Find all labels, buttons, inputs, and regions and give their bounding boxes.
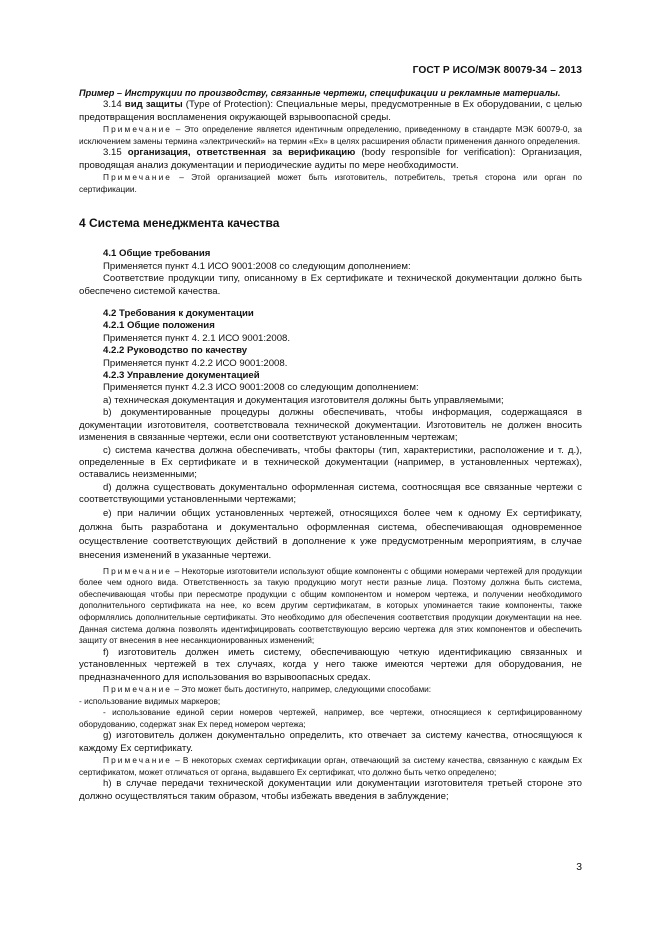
definition-term: организация, ответственная за верификацию xyxy=(127,147,356,159)
subsection-4-2-heading: 4.2 Требования к документации xyxy=(103,308,254,320)
note-text: – Это может быть достигнуто, например, следующими способами: xyxy=(172,683,432,694)
subsection-4-2-3-heading: 4.2.3 Управление документацией xyxy=(103,370,260,382)
note-3-14 xyxy=(79,124,582,147)
definition-text: (body responsible for verification): Организация, проводящая анализ документации и периодические аудиты по мере необходимости. xyxy=(79,147,582,171)
note-text: – Это определение является идентичным определению, приведенному в стандарте МЭК 60079-0, за исключением замены термина «электрический» на термин «Ex» в целях расширения области применения данного определения. xyxy=(79,124,582,146)
list-item-b: b) документированные процедуры должны обеспечивать, чтобы информация, содержащаяся в документации изготовителя, соответствовала технической документации. Изготовитель не должен вносить изменения в связанные чертежи, если они соответствуют установленным чертежам; xyxy=(79,407,582,444)
definition-text: (Type of Protection): Специальные меры, предусмотренные в Ex оборудовании, с целью предотвращения воспламенения окружающей взрывоопасной среды. xyxy=(79,99,583,123)
subsection-4-1-heading: 4.1 Общие требования xyxy=(103,248,211,260)
list-item-d: d) должна существовать документально оформленная система, соотносящая все связанные чертежи с соответствующими установленными чертежами; xyxy=(79,481,582,506)
note-tag: Примечание xyxy=(103,124,173,135)
definition-3-14 xyxy=(79,99,582,124)
paragraph: Применяется пункт 4. 2.1 ИСО 9001:2008. xyxy=(103,332,291,344)
note-item-f xyxy=(79,684,582,696)
note-text: – Некоторые изготовители используют общие компоненты с общими номерами чертежей для продукции более чем одного вида. Ответственность за такую продукцию могут нести разные лица. Поэтому должна быть система, обеспечивающая чтобы при пересмотре продукции с общим компонентом и номером чертежа, и получении необходимого дополнительного сертификата на нее, ко всем другим сертификатам, в которых упоминается такие компоненты, также оформлялись дополнительные сертификаты. Это необходимо для обеспечения соответствия продукции документации на нее. Данная система должна позволять идентифицировать соответствующую версию чертежа для этих компонентов и обеспечить защиту от внесения в нее несанкционированных изменений; xyxy=(79,565,582,646)
list-item-f: f) изготовитель должен иметь систему, обеспечивающую четкую идентификацию связанных и установленных чертежей в тех случаях, когда у него также имеются чертежи для оборудования, не предназначенного для использования во взрывоопасных средах. xyxy=(79,646,582,683)
note-tag: Примечание xyxy=(103,755,173,766)
definition-number: 3.14 xyxy=(103,99,125,111)
note-bullet: - использование единой серии номеров чертежей, например, все чертежи, относящиеся к сертифицированному оборудованию, содержат знак Ex перед номером чертежа; xyxy=(79,707,582,729)
page-number: 3 xyxy=(576,862,582,873)
note-text: – Этой организацией может быть изготовитель, потребитель, третья сторона или орган по сертификации. xyxy=(79,172,582,194)
document-header: ГОСТ Р ИСО/МЭК 80079-34 – 2013 xyxy=(412,65,582,76)
note-item-e xyxy=(79,566,582,647)
paragraph: Применяется пункт 4.2.3 ИСО 9001:2008 со следующим дополнением: xyxy=(103,382,419,394)
paragraph: Применяется пункт 4.1 ИСО 9001:2008 со следующим дополнением: xyxy=(103,260,411,272)
section-4-heading: 4 Система менеджмента качества xyxy=(79,216,280,231)
paragraph: Применяется пункт 4.2.2 ИСО 9001:2008. xyxy=(103,357,288,369)
note-text: – В некоторых схемах сертификации орган, отвечающий за систему качества, связанную с каждым Ex сертификатом, может отличаться от органа, выдавшего Ex сертификат, что должно быть четко определено; xyxy=(79,755,582,777)
note-tag: Примечание xyxy=(103,172,173,183)
definition-term: вид защиты xyxy=(124,99,183,111)
note-tag: Примечание xyxy=(103,565,173,576)
list-item-g: g) изготовитель должен документально определить, кто отвечает за систему качества, относящуюся к каждому Ex сертификату. xyxy=(79,730,582,754)
note-bullet: - использование видимых маркеров; xyxy=(79,695,221,706)
list-item-a: a) техническая документация и документация изготовителя должны быть управляемыми; xyxy=(103,394,504,406)
note-3-15 xyxy=(79,172,582,195)
note-item-g xyxy=(79,755,582,778)
list-item-h: h) в случае передачи технической документации или документации изготовителя третьей стороне это должно осуществляться таким образом, чтобы избежать введения в заблуждение; xyxy=(79,778,582,802)
definition-number: 3.15 xyxy=(103,147,128,159)
list-item-e: e) при наличии общих установленных чертежей, относящихся более чем к одному Ex сертификату, должна быть разработана и документально оформленная система, обеспечивающая одновременное осуществление соответствующих действий в дополнение к уже предусмотренным мероприятиям, в случае внесения изменений в указанные чертежи. xyxy=(79,507,582,561)
subsection-4-2-1-heading: 4.2.1 Общие положения xyxy=(103,320,215,332)
paragraph: Соответствие продукции типу, описанному в Ex сертификате и технической документации должно быть обеспечено системой качества. xyxy=(79,273,582,297)
example-paragraph: Пример – Инструкции по производству, связанные чертежи, спецификации и рекламные материалы. xyxy=(79,88,561,98)
subsection-4-2-2-heading: 4.2.2 Руководство по качеству xyxy=(103,345,248,357)
document-body xyxy=(79,87,582,803)
list-item-c: c) система качества должна обеспечивать, чтобы факторы (тип, характеристики, расположение и т. д.), определенные в Ex сертификате и в технической документации (например, в установленных чертежах), оставались неизменными; xyxy=(79,444,582,481)
definition-3-15 xyxy=(79,147,582,172)
note-tag: Примечание xyxy=(103,683,173,694)
